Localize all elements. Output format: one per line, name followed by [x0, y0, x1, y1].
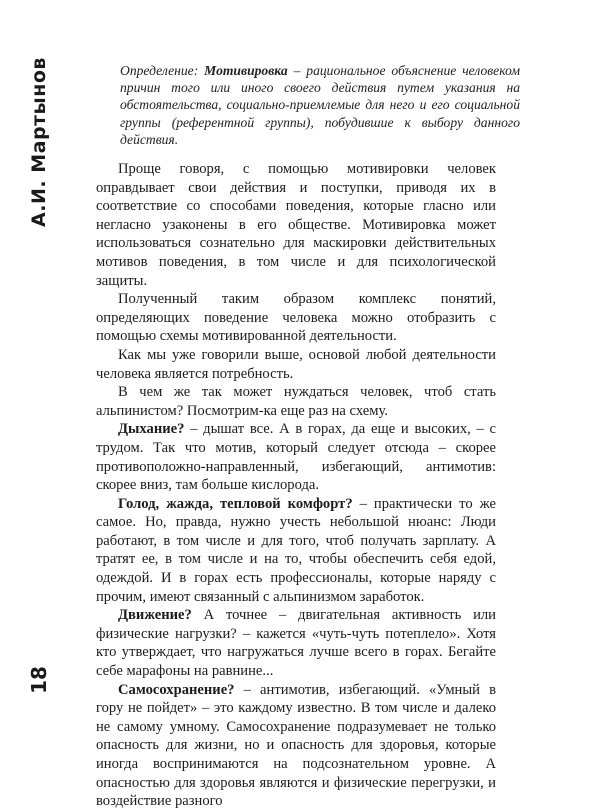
page-number-box — [28, 660, 50, 700]
body-text — [96, 160, 496, 811]
paragraph: Голод, жажда, тепловой комфорт? – практически то же самое. Но, правда, нужно учесть небольшой нюанс: Люди работают, в том числе и для того, чтоб получать зарплату. А тратят ее, в том числе и на то, чтобы обеспечить себя едой, одеждой. И в горах есть профессионалы, которые наряду с прочим, имеют связанный с альпинизмом заработок. — [96, 495, 497, 605]
paragraph: Проще говоря, с помощью мотивировки человек оправдывает свои действия и поступки, приводя их в соответствие со способами поведения, которые гласно или негласно узаконены в его обществе. Мотивировка может использоваться сознательно для маскировки действительных мотивов поведения, в том числе и для психологической защиты. — [96, 161, 496, 289]
paragraph: Дыхание? – дышат все. А в горах, да еще и высоких, – с трудом. Так что мотив, который следует отсюда – скорее противоположно-направленный, избегающий, антимотив: скорее вниз, там больше кислорода. — [96, 421, 496, 494]
author-name: А.И. Мартынов — [28, 57, 51, 227]
definition-term: Мотивировка — [204, 63, 288, 78]
paragraph: Самосохранение? – антимотив, избегающий. «Умный в гору не пойдет» – это каждому известно. В том числе и далеко не самому умному. Самосохранение подразумевает не только опасность для жизни, но и опасность для здоровья, которые иногда воспринимаются на подсознательном уровне. А опасностью для здоровья являются и физические перегрузки, и воздействие разного — [96, 681, 496, 810]
paragraph: Полученный таким образом комплекс понятий, определяющих поведение человека можно отобразить с помощью схемы мотивированной деятельности. — [96, 291, 496, 345]
definition-lead: Определение: — [120, 63, 199, 78]
definition-text: – рациональное объяснение человеком причин того или иного своего действия путем указания на обстоятельства, социально-приемлемые для него и его социальной группы (референтной группы), побудившие к выбору данного действия. — [120, 63, 520, 147]
paragraph-lead: Дыхание? — [118, 421, 185, 438]
paragraph-lead: Голод, жажда, тепловой комфорт? — [118, 495, 353, 512]
author-running-head — [28, 52, 50, 232]
definition-block — [120, 62, 520, 148]
paragraph-lead: Движение? — [118, 607, 192, 624]
paragraph: Движение? А точнее – двигательная активность или физические нагрузки? – кажется «чуть-чуть потеплело». Хотя кто утверждает, что нагружаться лучше всего в горах. Бегайте себе марафоны на равнине... — [96, 607, 496, 680]
paragraph-lead: Самосохранение? — [118, 681, 235, 698]
paragraph: Как мы уже говорили выше, основой любой деятельности человека является потребность. — [96, 346, 496, 382]
paragraph: В чем же так может нуждаться человек, чтоб стать альпинистом? Посмотрим-ка еще раз на схему. — [96, 384, 496, 419]
page-number: 18 — [27, 666, 51, 694]
